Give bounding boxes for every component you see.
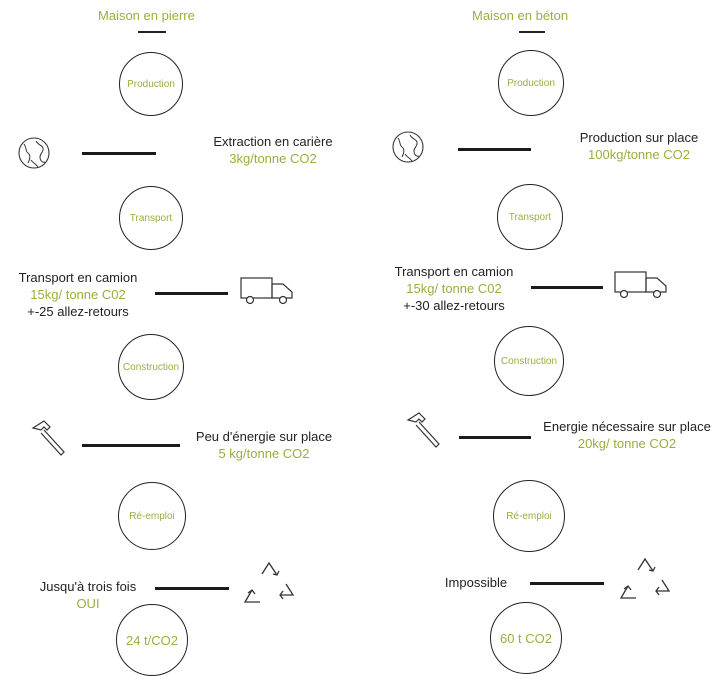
right-stage-construction-label: Construction — [500, 355, 558, 367]
left-title: Maison en pierre — [98, 8, 195, 23]
truck-icon — [240, 276, 294, 306]
right-stage-transport-label: Transport — [508, 211, 552, 223]
globe-icon — [390, 130, 426, 164]
left-stage-transport — [119, 186, 183, 250]
right-transport-line3: +-30 allez-retours — [403, 298, 505, 313]
right-production-text — [564, 129, 714, 163]
left-construction-connector — [82, 444, 180, 447]
left-stage-reemploi — [118, 482, 186, 550]
right-construction-connector — [459, 436, 531, 439]
left-stage-production-label: Production — [127, 78, 175, 90]
left-transport-line2: 15kg/ tonne C02 — [30, 287, 126, 302]
left-construction-line2: 5 kg/tonne CO2 — [218, 446, 310, 461]
left-transport-line3: +-25 allez-retours — [27, 304, 129, 319]
right-title: Maison en béton — [472, 8, 569, 23]
left-construction-text — [174, 428, 354, 462]
left-stage-construction — [118, 334, 184, 400]
right-stage-transport — [497, 184, 563, 250]
right-stage-reemploi-label: Ré-emploi — [506, 510, 552, 522]
right-production-line1: Production sur place — [579, 130, 699, 145]
left-reemploi-text — [28, 578, 148, 612]
left-title-underline — [138, 31, 166, 33]
left-production-line2: 3kg/tonne CO2 — [229, 151, 317, 166]
right-stage-production-label: Production — [507, 77, 555, 89]
right-transport-text — [382, 263, 526, 314]
left-production-text — [193, 133, 353, 167]
right-construction-line2: 20kg/ tonne CO2 — [577, 436, 677, 451]
left-transport-connector — [155, 292, 228, 295]
right-stage-production — [498, 50, 564, 116]
right-reemploi-text — [428, 574, 524, 591]
right-stage-construction — [494, 326, 564, 396]
right-transport-connector — [531, 286, 603, 289]
right-construction-text — [534, 418, 720, 452]
recycle-icon — [618, 556, 672, 604]
right-stage-reemploi — [493, 480, 565, 552]
hammer-icon — [30, 418, 70, 458]
right-reemploi-line1: Impossible — [444, 575, 508, 590]
right-construction-line1: Energie nécessaire sur place — [543, 419, 711, 434]
left-stage-reemploi-label: Ré-emploi — [129, 510, 175, 522]
left-stage-transport-label: Transport — [129, 212, 173, 224]
right-transport-line1: Transport en camion — [394, 264, 514, 279]
left-transport-text — [4, 269, 152, 320]
left-construction-line1: Peu d'énergie sur place — [195, 429, 333, 444]
left-production-connector — [82, 152, 156, 155]
left-total-value: 24 t/CO2 — [125, 632, 179, 648]
truck-icon — [614, 270, 668, 300]
right-title-underline — [519, 31, 545, 33]
left-reemploi-line1: Jusqu'à trois fois — [39, 579, 137, 594]
right-reemploi-connector — [530, 582, 604, 585]
left-transport-line1: Transport en camion — [18, 270, 138, 285]
left-production-line1: Extraction en carière — [213, 134, 333, 149]
right-transport-line2: 15kg/ tonne C02 — [406, 281, 502, 296]
right-total-value: 60 t CO2 — [499, 630, 553, 646]
recycle-icon — [242, 560, 296, 608]
left-stage-production — [119, 52, 183, 116]
left-stage-construction-label: Construction — [122, 361, 180, 373]
right-production-line2: 100kg/tonne CO2 — [588, 147, 690, 162]
left-reemploi-line2: OUI — [76, 596, 100, 611]
hammer-icon — [405, 410, 445, 450]
right-total-circle — [490, 602, 562, 674]
left-reemploi-connector — [155, 587, 229, 590]
globe-icon — [16, 136, 52, 170]
left-total-circle — [116, 604, 188, 676]
right-production-connector — [458, 148, 531, 151]
